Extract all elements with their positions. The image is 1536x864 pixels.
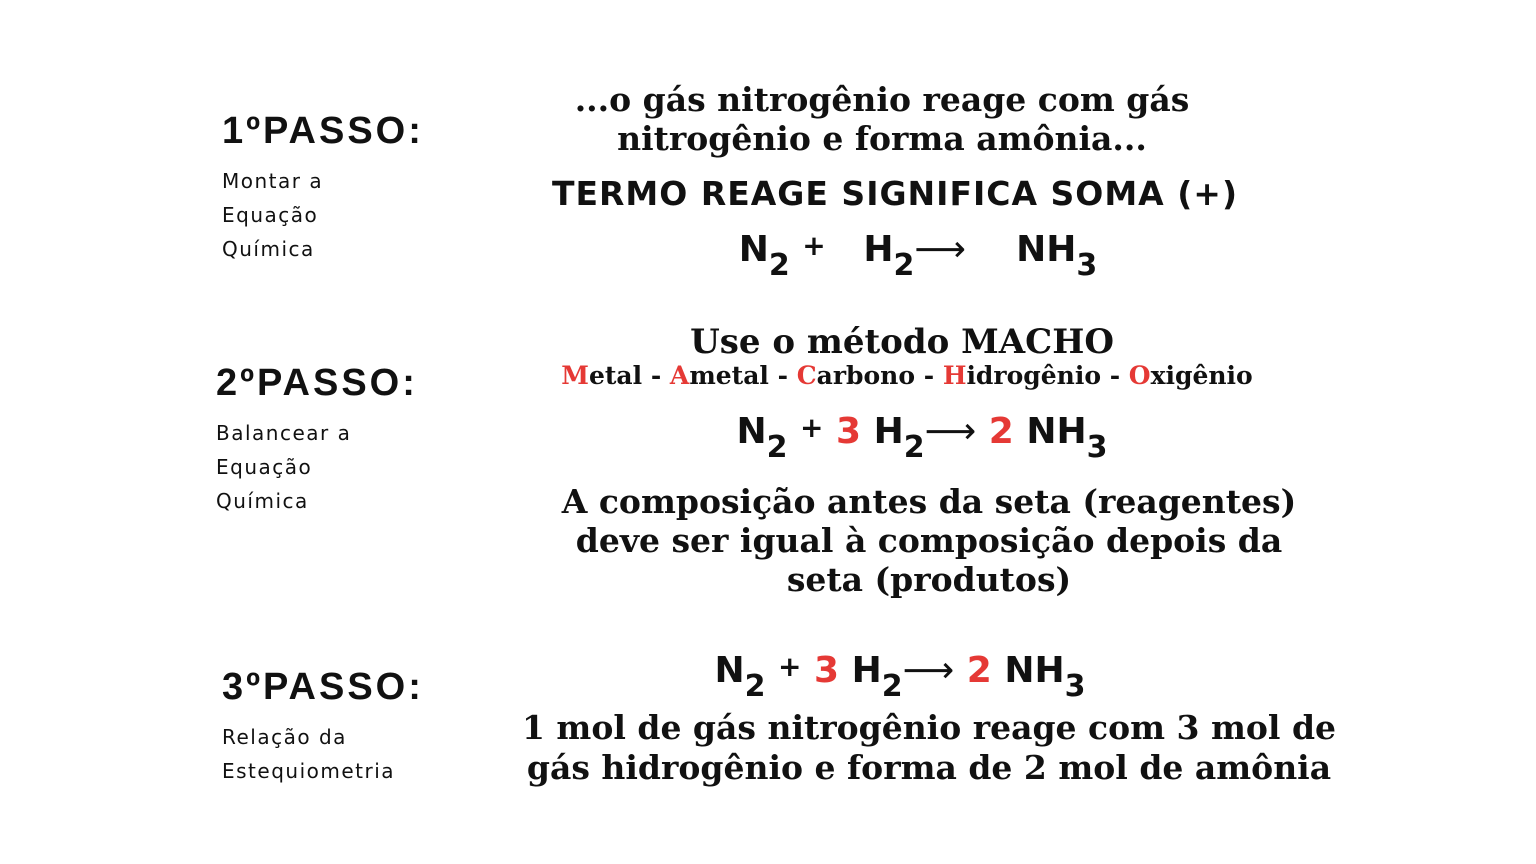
plus-sign: +	[778, 650, 802, 683]
macho-rest: xigênio	[1150, 361, 1253, 390]
step-2-explanation	[479, 482, 1379, 599]
step-3-equation	[450, 650, 1350, 704]
step-3-desc-line: Relação da	[222, 725, 347, 749]
macho-separator: -	[768, 361, 797, 390]
step-3-description	[222, 720, 424, 788]
reaction-arrow-icon: ⟶	[902, 650, 955, 691]
macho-rest: arbono	[816, 361, 916, 390]
subscript: 3	[1086, 430, 1108, 465]
reactant-h: H	[851, 650, 882, 691]
step-2-desc-line: Química	[216, 489, 309, 513]
plus-sign: +	[800, 411, 824, 444]
step-2-desc-line: Equação	[216, 455, 313, 479]
coefficient-h2: 3	[836, 411, 862, 452]
subscript: 2	[881, 669, 903, 704]
step-1-description	[222, 164, 424, 266]
macho-rest: idrogênio	[966, 361, 1101, 390]
product-nh: NH	[1004, 650, 1065, 691]
subscript: 2	[768, 248, 790, 283]
step-3-desc-line: Estequiometria	[222, 759, 396, 783]
macho-separator: -	[915, 361, 943, 390]
subscript: 2	[766, 430, 788, 465]
step-3-explanation	[479, 708, 1379, 788]
subscript: 3	[1076, 248, 1098, 283]
step-1-note: TERMO REAGE SIGNIFICA SOMA (+)	[551, 174, 1239, 213]
step-1-desc-line: Equação	[222, 203, 319, 227]
step-2-title: 2ºPASSO:	[216, 362, 418, 404]
reactant-n: N	[714, 650, 745, 691]
step-2-desc-line: Balancear a	[216, 421, 352, 445]
step-1-title: 1ºPASSO:	[222, 110, 424, 152]
step-2-text-line: seta (produtos)	[786, 560, 1072, 599]
coefficient-nh3: 2	[988, 411, 1014, 452]
macho-rest: metal	[689, 361, 769, 390]
step-3-label	[222, 668, 424, 788]
reactant-n: N	[738, 229, 769, 270]
coefficient-h2: 3	[814, 650, 840, 691]
plus-sign: +	[802, 229, 826, 262]
macho-initial: A	[669, 361, 690, 390]
macho-method-line	[457, 361, 1357, 390]
step-3-text-line: gás hidrogênio e forma de 2 mol de amônia	[526, 748, 1332, 787]
macho-word	[670, 361, 769, 390]
coefficient-nh3: 2	[966, 650, 992, 691]
macho-separator: -	[1101, 361, 1129, 390]
step-2-description	[216, 416, 418, 518]
subscript: 3	[1064, 669, 1086, 704]
step-1-desc-line: Química	[222, 237, 315, 261]
step-1-equation	[468, 229, 1368, 283]
macho-initial: O	[1128, 361, 1151, 390]
macho-word	[561, 361, 642, 390]
step-1-quote	[432, 80, 1332, 158]
product-nh: NH	[1026, 411, 1087, 452]
step-2-text-line: deve ser igual à composição depois da	[575, 521, 1283, 560]
step-1-quote-line: nitrogênio e forma amônia...	[617, 119, 1147, 158]
step-1-desc-line: Montar a	[222, 169, 324, 193]
macho-word	[1129, 361, 1253, 390]
step-2-equation	[472, 411, 1372, 465]
reaction-arrow-icon: ⟶	[924, 411, 977, 452]
reactant-n: N	[736, 411, 767, 452]
step-2-text-line: A composição antes da seta (reagentes)	[561, 482, 1297, 521]
subscript: 2	[893, 248, 915, 283]
step-3-text-line: 1 mol de gás nitrogênio reage com 3 mol de	[521, 708, 1337, 747]
subscript: 2	[903, 430, 925, 465]
macho-rest: etal	[588, 361, 643, 390]
step-3-title: 3ºPASSO:	[222, 666, 424, 708]
step-1-label	[222, 112, 424, 266]
subscript: 2	[744, 669, 766, 704]
macho-word	[797, 361, 915, 390]
reactant-h: H	[863, 229, 894, 270]
macho-initial: M	[561, 361, 589, 390]
macho-initial: C	[796, 361, 817, 390]
step-2-heading: Use o método MACHO	[690, 322, 1114, 362]
macho-word	[943, 361, 1101, 390]
step-1-quote-line: ...o gás nitrogênio reage com gás	[574, 80, 1190, 119]
product-nh: NH	[1016, 229, 1077, 270]
macho-separator: -	[642, 361, 670, 390]
reaction-arrow-icon: ⟶	[914, 229, 966, 270]
macho-initial: H	[942, 361, 967, 390]
step-2-label	[216, 364, 418, 518]
reactant-h: H	[873, 411, 904, 452]
